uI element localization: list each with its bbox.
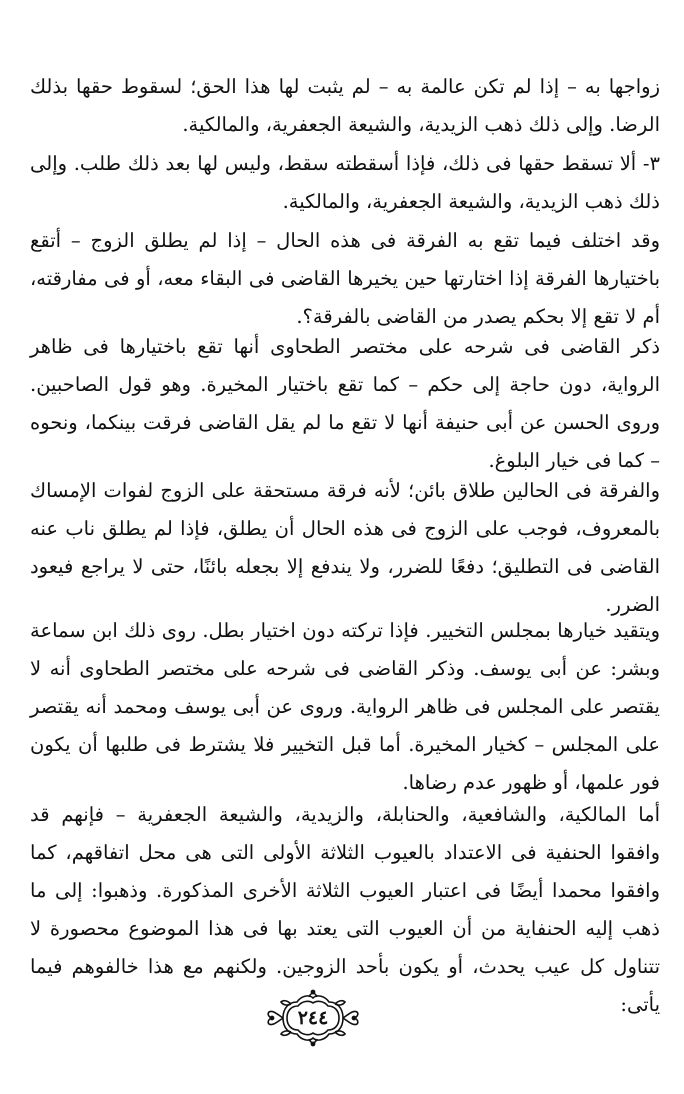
paragraph-text: أما المالكية، والشافعية، والحنابلة، والزيدية، والشيعة الجعفرية – فإنهم قد وافقوا الحنفية فى الاعتداد بالعيوب الثلاثة الأولى التى هى محل اتفاقهم، كما وافقوا محمدا أيضًا فى اعتبار العيوب الثلاثة الأخرى المذكورة. وذهبوا: إلى ما ذهب إليه الحنفاية من أن العيوب التى يعتد بها فى هذا الموضوع محصورة لا تتناول كل عيب يحدث، أو يكون بأحد الزوجين. ولكنهم مع هذا خالفوهم فيما يأتى: — [30, 803, 660, 1016]
paragraph-6 — [30, 612, 660, 802]
paragraph-text: ٣- ألا تسقط حقها فى ذلك، فإذا أسقطته سقط، وليس لها بعد ذلك طلب. وإلى ذلك ذهب الزيدية، والشيعة الجعفرية، والمالكية. — [30, 152, 660, 213]
page-number: ٢٤٤ — [297, 1007, 329, 1029]
paragraph-text: ذكر القاضى فى شرحه على مختصر الطحاوى أنها تقع باختيارها فى ظاهر الرواية، دون حاجة إلى حكم – كما تقع باختيار المخيرة. وهو قول الصاحبين. وروى الحسن عن أبى حنيفة أنها لا تقع ما لم يقل القاضى فرقت بينكما، ونحوه – كما فى خيار البلوغ. — [30, 335, 660, 472]
paragraph-4 — [30, 328, 660, 480]
paragraph-5 — [30, 472, 660, 624]
paragraph-text: ويتقيد خيارها بمجلس التخيير. فإذا تركته دون اختيار بطل. روى ذلك ابن سماعة وبشر: عن أبى يوسف. وذكر القاضى فى شرحه على مختصر الطحاوى أنه لا يقتصر على المجلس فى ظاهر الرواية. وروى عن أبى يوسف ومحمد أنه يقتصر على المجلس – كخيار المخيرة. أما قبل التخيير فلا يشترط فى طلبها أن يكون فور علمها، أو ظهور عدم رضاها. — [30, 619, 660, 794]
paragraph-2 — [30, 145, 660, 221]
paragraph-3 — [30, 222, 660, 336]
paragraph-1 — [30, 68, 660, 144]
paragraph-text: والفرقة فى الحالين طلاق بائن؛ لأنه فرقة مستحقة على الزوج لفوات الإمساك بالمعروف، فوجب على الزوج فى هذه الحال أن يطلق، فإذا لم يطلق ناب عنه القاضى فى التطليق؛ دفعًا للضرر، ولا يندفع إلا بجعله بائنًا، حتى لا يراجع فيعود الضرر. — [30, 479, 660, 616]
page-number-ornament — [265, 988, 361, 1048]
paragraph-text: زواجها به – إذا لم تكن عالمة به – لم يثبت لها هذا الحق؛ لسقوط حقها بذلك الرضا. وإلى ذلك ذهب الزيدية، والشيعة الجعفرية، والمالكية. — [30, 75, 660, 136]
paragraph-text: وقد اختلف فيما تقع به الفرقة فى هذه الحال – إذا لم يطلق الزوج – أتقع باختيارها الفرقة إذا اختارتها حين يخيرها القاضى فى البقاء معه، أو فى مفارقته، أم لا تقع إلا بحكم يصدر من القاضى بالفرقة؟. — [30, 229, 660, 328]
